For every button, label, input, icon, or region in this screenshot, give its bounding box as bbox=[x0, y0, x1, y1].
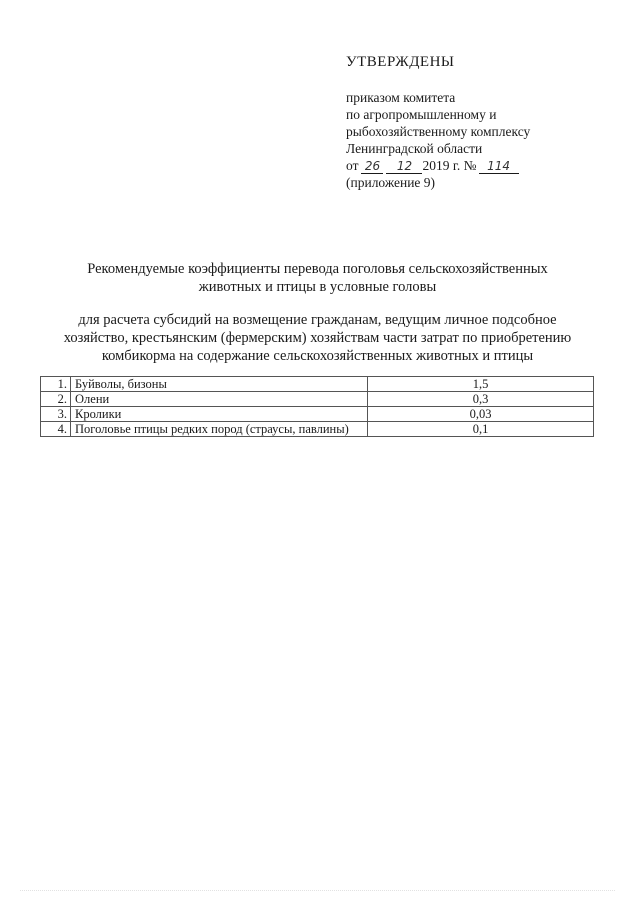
page-edge-divider bbox=[20, 890, 615, 891]
animal-name: Кролики bbox=[71, 407, 368, 422]
animal-name: Поголовье птицы редких пород (страусы, павлины) bbox=[71, 422, 368, 437]
approval-date-line bbox=[346, 157, 616, 174]
row-number: 4. bbox=[41, 422, 71, 437]
document-title bbox=[40, 260, 595, 296]
date-month-handwritten: 12 bbox=[386, 160, 422, 174]
subtitle-line-3: комбикорма на содержание сельскохозяйственных животных и птицы bbox=[101, 348, 534, 364]
document-subtitle bbox=[40, 311, 595, 365]
table-row bbox=[41, 392, 594, 407]
coefficient-value: 0,3 bbox=[368, 392, 594, 407]
animal-name: Олени bbox=[71, 392, 368, 407]
row-number: 2. bbox=[41, 392, 71, 407]
title-line-2: животных и птицы в условные головы bbox=[198, 279, 437, 295]
row-number: 3. bbox=[41, 407, 71, 422]
coefficient-value: 1,5 bbox=[368, 377, 594, 392]
approval-line-4: Ленинградской области bbox=[346, 141, 483, 156]
table-row bbox=[41, 377, 594, 392]
subtitle-line-1: для расчета субсидий на возмещение гражданам, ведущим личное подсобное bbox=[78, 312, 557, 328]
coefficient-value: 0,1 bbox=[368, 422, 594, 437]
approval-block bbox=[346, 54, 616, 191]
coefficient-value: 0,03 bbox=[368, 407, 594, 422]
row-number: 1. bbox=[41, 377, 71, 392]
date-year: 2019 г. № bbox=[422, 158, 477, 173]
coefficients-table bbox=[40, 376, 594, 437]
approval-title: УТВЕРЖДЕНЫ bbox=[346, 54, 455, 70]
date-day-handwritten: 26 bbox=[361, 160, 383, 174]
table-row bbox=[41, 422, 594, 437]
approval-line-2: по агропромышленному и bbox=[346, 107, 497, 122]
subtitle-line-2: хозяйство, крестьянским (фермерским) хозяйствам части затрат по приобретению bbox=[63, 330, 572, 346]
approval-line-1: приказом комитета bbox=[346, 90, 456, 105]
table-row bbox=[41, 407, 594, 422]
order-number-handwritten: 114 bbox=[479, 160, 519, 174]
date-prefix: от bbox=[346, 158, 359, 173]
title-line-1: Рекомендуемые коэффициенты перевода поголовья сельскохозяйственных bbox=[87, 261, 548, 277]
approval-line-3: рыбохозяйственному комплексу bbox=[346, 124, 531, 139]
animal-name: Буйволы, бизоны bbox=[71, 377, 368, 392]
approval-annex: (приложение 9) bbox=[346, 175, 436, 190]
